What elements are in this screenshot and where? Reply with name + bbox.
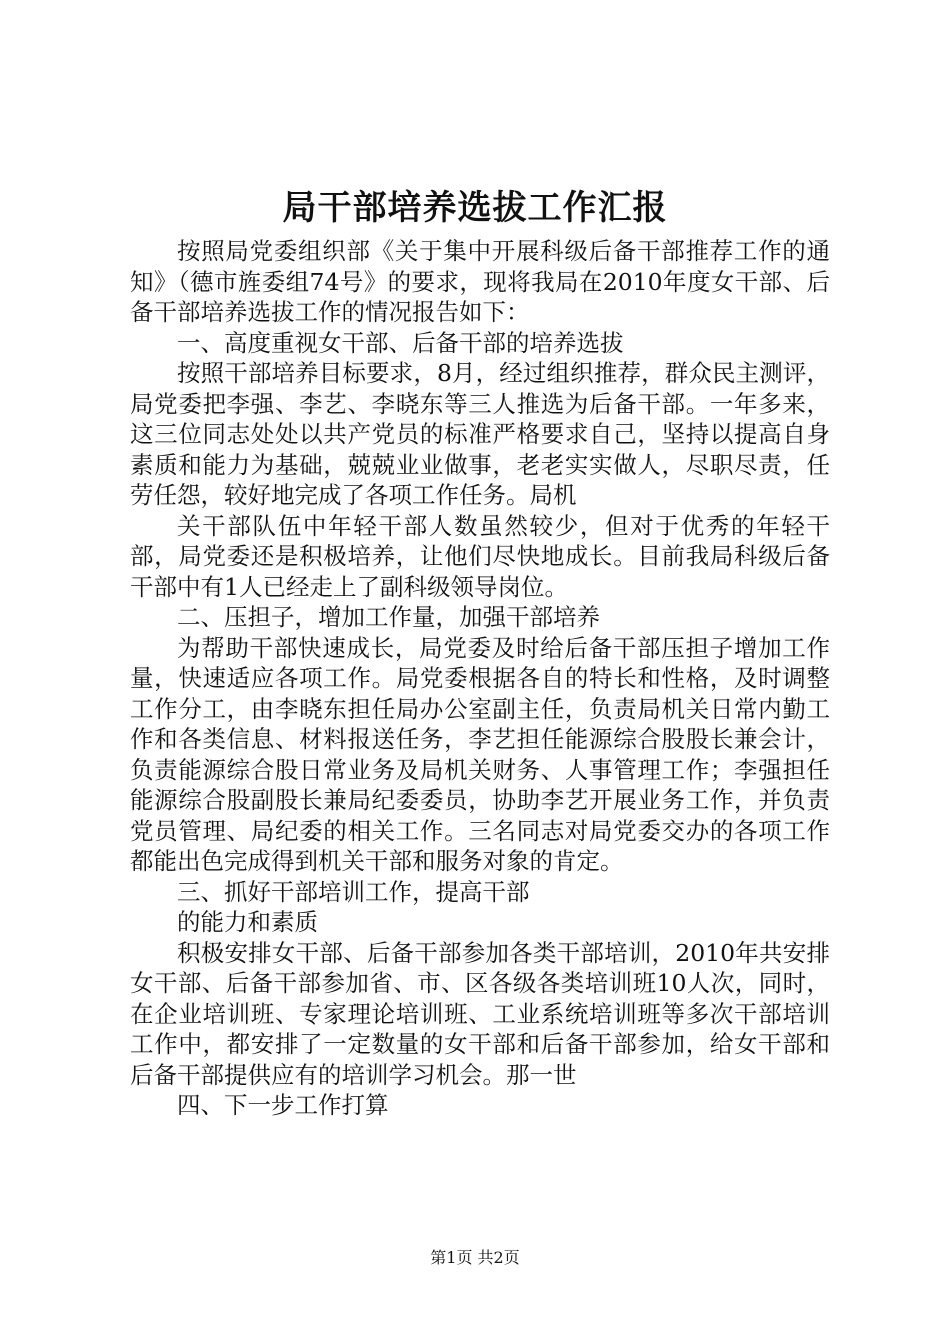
section-heading-3: 三、抓好干部培训工作，提高干部 (177, 877, 530, 906)
body-paragraph: 为帮助干部快速成长，局党委及时给后备干部压担子增加工作量，快速适应各项工作。局党委根据各自的特长和性格，及时调整工作分工，由李晓东担任局办公室副主任，负责局机关日常内勤工作和各类信息、材料报送任务，李艺担任能源综合股股长兼会计，负责能源综合股日常业务及局机关财务、人事管理工作；李强担任能源综合股副股长兼局纪委委员，协助李艺开展业务工作，并负责党员管理、局纪委的相关工作。三名同志对局党委交办的各项工作都能出色完成得到机关干部和服务对象的肯定。 (130, 633, 830, 875)
document-title: 局干部培养选拔工作汇报 (282, 188, 668, 228)
body-paragraph: 按照干部培养目标要求，8月，经过组织推荐，群众民主测评，局党委把李强、李艺、李晓东等三人推选为后备干部。一年多来，这三位同志处处以共产党员的标准严格要求自己，坚持以提高自身素质和能力为基础，兢兢业业做事，老老实实做人，尽职尽责，任劳任怨，较好地完成了各项工作任务。局机 (130, 359, 830, 509)
body-paragraph: 积极安排女干部、后备干部参加各类干部培训，2010年共安排女干部、后备干部参加省、市、区各级各类培训班10人次，同时，在企业培训班、专家理论培训班、工业系统培训班等多次干部培训工作中，都安排了一定数量的女干部和后备干部参加，给女干部和后备干部提供应有的培训学习机会。那一世 (130, 938, 830, 1089)
section-heading-3-continued: 的能力和素质 (177, 908, 318, 936)
intro-paragraph: 按照局党委组织部《关于集中开展科级后备干部推荐工作的通知》（德市旌委组74号》的要求，现将我局在2010年度女干部、后备干部培养选拔工作的情况报告如下： (130, 237, 830, 326)
document-body (130, 236, 830, 1121)
section-heading-1: 一、高度重视女干部、后备干部的培养选拔 (177, 328, 624, 357)
page-footer: 第1页 共2页 (430, 1248, 520, 1267)
body-paragraph: 关干部队伍中年轻干部人数虽然较少，但对于优秀的年轻干部，局党委还是积极培养，让他们尽快地成长。目前我局科级后备干部中有1人已经走上了副科级领导岗位。 (130, 511, 830, 601)
section-heading-4: 四、下一步工作打算 (177, 1091, 389, 1119)
section-heading-2: 二、压担子，增加工作量，加强干部培养 (177, 603, 600, 631)
